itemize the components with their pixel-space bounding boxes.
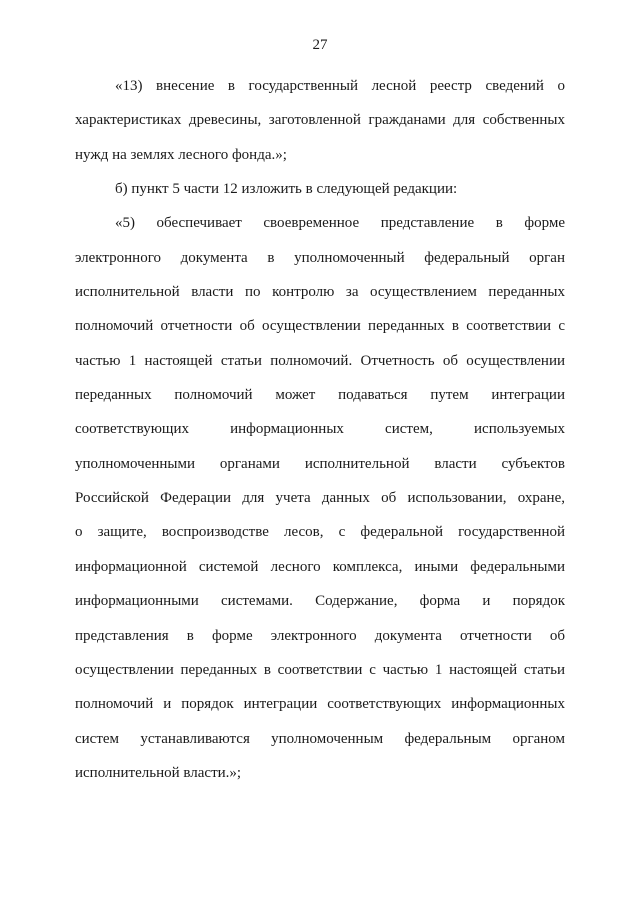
text-line: информационной системой лесного комплекса, иными федеральными (75, 558, 565, 575)
text-line: электронного документа в уполномоченный федеральный орган (75, 249, 565, 266)
text-line: представления в форме электронного документа отчетности об (75, 627, 565, 644)
text-line: о защите, воспроизводстве лесов, с федеральной государственной (75, 524, 565, 541)
text-line: исполнительной власти.»; (75, 764, 242, 781)
text-line: б) пункт 5 части 12 изложить в следующей редакции: (115, 181, 458, 198)
text-line: нужд на землях лесного фонда.»; (75, 146, 287, 163)
text-line: осуществлении переданных в соответствии с частью 1 настоящей статьи (75, 661, 565, 678)
text-line: соответствующих информационных систем, используемых (75, 421, 565, 438)
text-line: Российской Федерации для учета данных об использовании, охране, (75, 490, 565, 507)
text-line: уполномоченными органами исполнительной власти субъектов (75, 455, 565, 472)
text-line: систем устанавливаются уполномоченным федеральным органом (75, 730, 565, 747)
text-line: полномочий отчетности об осуществлении переданных в соответствии с (75, 318, 565, 335)
text-line: «13) внесение в государственный лесной реестр сведений о (115, 78, 565, 94)
text-line: информационными системами. Содержание, форма и порядок (75, 593, 565, 610)
text-line: характеристиках древесины, заготовленной гражданами для собственных (75, 112, 565, 129)
text-line: «5) обеспечивает своевременное представление в форме (115, 215, 565, 232)
text-line: исполнительной власти по контролю за осуществлением переданных (75, 284, 565, 301)
page-number: 27 (312, 37, 328, 53)
text-line: полномочий и порядок интеграции соответствующих информационных (75, 696, 565, 713)
text-line: переданных полномочий может подаваться путем интеграции (75, 387, 565, 404)
document-body (75, 69, 565, 790)
text-line: частью 1 настоящей статьи полномочий. Отчетность об осуществлении (75, 352, 565, 369)
